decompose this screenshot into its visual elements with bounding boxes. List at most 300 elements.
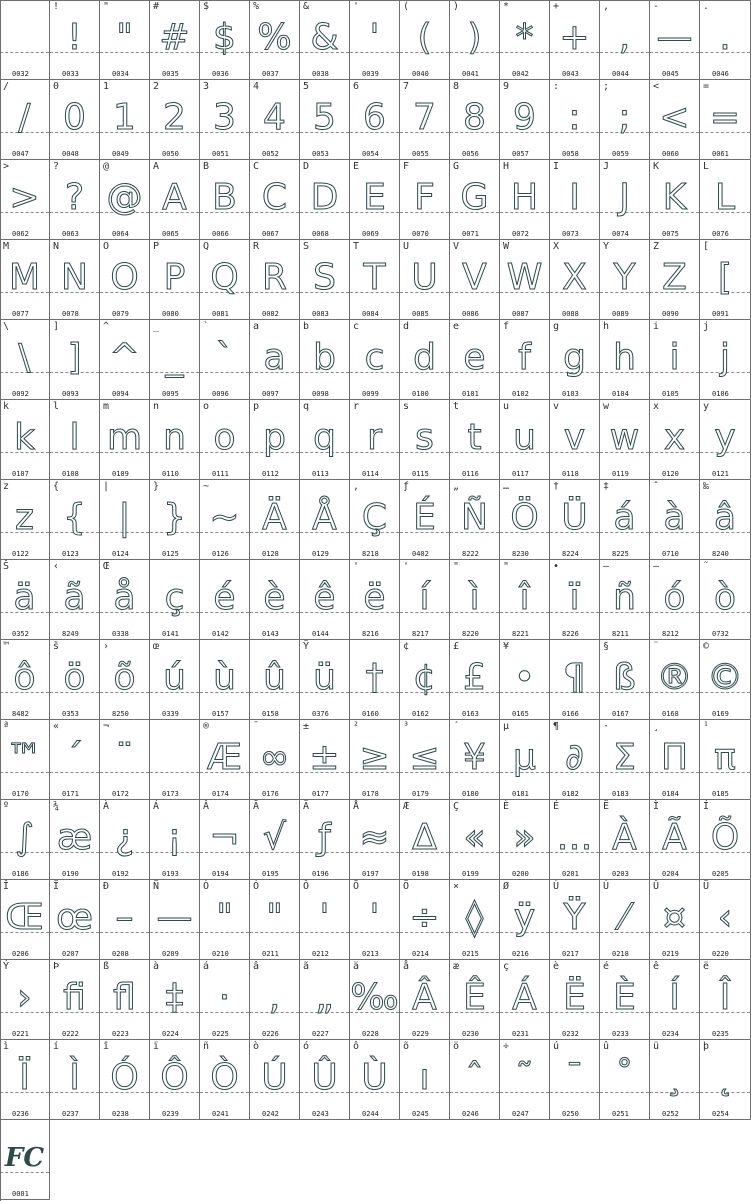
glyph-sample: Ë — [563, 977, 586, 1018]
glyph-code: 0352 — [12, 630, 29, 638]
glyph-code: 0169 — [712, 710, 729, 718]
glyph-label: é — [603, 961, 610, 972]
glyph-sample: ] — [67, 337, 82, 378]
glyph-code: 0213 — [362, 950, 379, 958]
glyph-label: } — [153, 481, 160, 492]
glyph-cell — [500, 1040, 550, 1120]
glyph-sample: b — [313, 337, 336, 378]
glyph-sample: u — [513, 417, 536, 458]
glyph-label: ã — [303, 961, 310, 972]
glyph-label: È — [503, 801, 510, 812]
glyph-code: 0192 — [112, 870, 129, 878]
glyph-label: ç — [503, 961, 510, 972]
glyph-label: ü — [653, 1041, 660, 1052]
glyph-code: 0061 — [712, 150, 729, 158]
glyph-sample — [150, 736, 199, 780]
glyph-sample: F — [414, 177, 435, 218]
glyph-label: ë — [703, 961, 710, 972]
glyph-code: 0209 — [162, 950, 179, 958]
glyph-cell — [0, 640, 50, 720]
glyph-cell — [450, 560, 500, 640]
glyph-cell — [400, 1040, 450, 1120]
glyph-sample: @ — [106, 177, 143, 218]
glyph-sample: Ö — [510, 497, 539, 538]
glyph-code: 0181 — [512, 790, 529, 798]
glyph-cell — [50, 560, 100, 640]
glyph-label: Í — [703, 801, 710, 812]
glyph-cell — [400, 160, 450, 240]
glyph-label: ~ — [203, 481, 210, 492]
glyph-cell — [500, 240, 550, 320]
glyph-sample: ∞ — [259, 737, 290, 778]
glyph-label: š — [53, 641, 60, 652]
glyph-sample: $ — [213, 17, 236, 58]
glyph-sample: 4 — [263, 97, 286, 138]
glyph-code: 8218 — [362, 550, 379, 558]
glyph-cell — [200, 720, 250, 800]
glyph-sample: ≥ — [359, 737, 390, 778]
glyph-label: Ô — [303, 881, 310, 892]
glyph-label: « — [53, 721, 60, 732]
glyph-sample: Å — [312, 497, 337, 538]
glyph-cell — [500, 0, 550, 80]
glyph-label: Q — [203, 241, 210, 252]
glyph-code: 0235 — [712, 1030, 729, 1038]
glyph-code: 0100 — [412, 390, 429, 398]
glyph-sample: = — [709, 97, 741, 138]
glyph-cell — [500, 880, 550, 960]
glyph-label: $ — [203, 1, 210, 12]
glyph-cell — [550, 320, 600, 400]
glyph-code: 0079 — [112, 310, 129, 318]
glyph-code: 0099 — [362, 390, 379, 398]
glyph-sample: U — [411, 257, 438, 298]
glyph-sample: K — [662, 177, 687, 218]
glyph-cell — [550, 880, 600, 960]
glyph-cell — [700, 560, 751, 640]
glyph-code: 0167 — [612, 710, 629, 718]
glyph-cell — [500, 640, 550, 720]
glyph-code: 0063 — [62, 230, 79, 238]
glyph-label: E — [353, 161, 360, 172]
glyph-label: Ò — [203, 881, 210, 892]
glyph-code: 0045 — [662, 70, 679, 78]
glyph-cell — [250, 480, 300, 560]
glyph-label: ÷ — [503, 1041, 510, 1052]
glyph-label: Õ — [353, 881, 360, 892]
glyph-cell — [0, 880, 50, 960]
glyph-sample: – — [115, 897, 134, 938]
glyph-cell — [700, 960, 751, 1040]
glyph-sample: Ã — [662, 817, 687, 858]
glyph-label: ¸ — [653, 721, 660, 732]
glyph-cell — [50, 0, 100, 80]
glyph-cell — [600, 800, 650, 880]
glyph-label: ' — [403, 561, 410, 572]
glyph-sample: ⁄ — [621, 897, 628, 938]
glyph-sample: % — [257, 17, 292, 58]
glyph-code: 8211 — [612, 630, 629, 638]
glyph-label: W — [503, 241, 510, 252]
glyph-code: 0046 — [712, 70, 729, 78]
glyph-cell — [450, 720, 500, 800]
glyph-sample: « — [463, 817, 486, 858]
glyph-cell — [250, 640, 300, 720]
glyph-label: 2 — [153, 81, 160, 92]
glyph-code: 0237 — [62, 1110, 79, 1118]
glyph-cell — [600, 720, 650, 800]
glyph-code: 0067 — [262, 230, 279, 238]
glyph-label: ¾ — [53, 801, 60, 812]
glyph-cell — [700, 880, 751, 960]
glyph-code: 0211 — [262, 950, 279, 958]
glyph-sample: B — [212, 177, 237, 218]
glyph-code: 0196 — [312, 870, 329, 878]
glyph-cell — [200, 880, 250, 960]
glyph-sample: Œ — [5, 897, 44, 938]
glyph-cell — [150, 1040, 200, 1120]
glyph-cell — [700, 320, 751, 400]
glyph-sample: 5 — [313, 97, 336, 138]
glyph-label: I — [553, 161, 560, 172]
glyph-label: V — [453, 241, 460, 252]
glyph-code: 0353 — [62, 710, 79, 718]
glyph-sample: t — [467, 417, 482, 458]
glyph-cell — [0, 560, 50, 640]
glyph-cell — [700, 80, 751, 160]
glyph-label: o — [203, 401, 210, 412]
glyph-code: 0056 — [462, 150, 479, 158]
glyph-label: s — [403, 401, 410, 412]
glyph-code: 0040 — [412, 70, 429, 78]
glyph-code: 0223 — [112, 1030, 129, 1038]
glyph-code: 0076 — [712, 230, 729, 238]
glyph-code: 0212 — [312, 950, 329, 958]
glyph-sample: ô — [13, 657, 36, 698]
glyph-sample: x — [663, 417, 686, 458]
glyph-cell — [550, 0, 600, 80]
glyph-cell — [200, 800, 250, 880]
glyph-label: m — [103, 401, 110, 412]
glyph-label: - — [653, 1, 660, 12]
glyph-sample: Ù — [361, 1057, 388, 1098]
glyph-sample: Û — [311, 1057, 338, 1098]
glyph-code: 0114 — [362, 470, 379, 478]
glyph-code: 0338 — [112, 630, 129, 638]
glyph-cell — [550, 240, 600, 320]
glyph-code: 0052 — [262, 150, 279, 158]
glyph-code: 0037 — [262, 70, 279, 78]
glyph-label: A — [153, 161, 160, 172]
glyph-label: þ — [703, 1041, 710, 1052]
glyph-cell — [150, 880, 200, 960]
glyph-cell — [600, 160, 650, 240]
glyph-cell — [150, 0, 200, 80]
glyph-label: á — [203, 961, 210, 972]
glyph-label: 9 — [503, 81, 510, 92]
glyph-cell — [550, 80, 600, 160]
glyph-sample: ® — [656, 657, 693, 698]
glyph-sample: H — [510, 177, 539, 218]
glyph-label: Ì — [653, 801, 660, 812]
glyph-label: „ — [453, 481, 460, 492]
glyph-sample: Á — [512, 977, 537, 1018]
glyph-code: 0193 — [162, 870, 179, 878]
glyph-code: 0339 — [162, 710, 179, 718]
glyph-label: ¹ — [703, 721, 710, 732]
glyph-code: 0116 — [462, 470, 479, 478]
glyph-cell — [0, 960, 50, 1040]
glyph-sample: ~ — [209, 497, 240, 538]
glyph-code: 8250 — [112, 710, 129, 718]
glyph-cell — [100, 480, 150, 560]
glyph-sample: ∫ — [15, 817, 34, 858]
glyph-code: 0254 — [712, 1110, 729, 1118]
glyph-code: 0094 — [112, 390, 129, 398]
glyph-code: 0071 — [462, 230, 479, 238]
glyph-code: 0089 — [612, 310, 629, 318]
glyph-label: î — [103, 1041, 110, 1052]
glyph-code: 0042 — [512, 70, 529, 78]
glyph-sample: n — [163, 417, 186, 458]
glyph-cell — [600, 960, 650, 1040]
glyph-label: ¥ — [503, 641, 510, 652]
glyph-label: S — [303, 241, 310, 252]
glyph-cell — [150, 560, 200, 640]
glyph-label: % — [253, 1, 260, 12]
glyph-sample: — — [656, 17, 693, 58]
glyph-cell — [300, 560, 350, 640]
glyph-sample: È — [613, 977, 636, 1018]
glyph-code: 0732 — [712, 630, 729, 638]
glyph-sample: á — [613, 497, 636, 538]
glyph-code: 0120 — [662, 470, 679, 478]
glyph-label: × — [453, 881, 460, 892]
glyph-label: 1 — [103, 81, 110, 92]
glyph-sample: ü — [313, 657, 336, 698]
glyph-label: & — [303, 1, 310, 12]
glyph-label: Ó — [253, 881, 260, 892]
glyph-code: 0215 — [462, 950, 479, 958]
glyph-sample: c — [364, 337, 385, 378]
glyph-label: ' — [353, 561, 360, 572]
glyph-label: ® — [203, 721, 210, 732]
glyph-label: i — [653, 321, 660, 332]
glyph-sample: å — [113, 577, 136, 618]
glyph-cell — [200, 960, 250, 1040]
glyph-label: B — [203, 161, 210, 172]
glyph-label: ` — [203, 321, 210, 332]
glyph-label: ' — [353, 1, 360, 12]
glyph-label: ± — [303, 721, 310, 732]
glyph-code: 0117 — [512, 470, 529, 478]
glyph-cell — [600, 240, 650, 320]
glyph-code: 0098 — [312, 390, 329, 398]
glyph-code: 0082 — [262, 310, 279, 318]
glyph-sample: C — [261, 177, 288, 218]
glyph-label: À — [103, 801, 110, 812]
glyph-label: : — [553, 81, 560, 92]
glyph-code: 0168 — [662, 710, 679, 718]
glyph-cell — [150, 160, 200, 240]
glyph-code: 0096 — [212, 390, 229, 398]
glyph-sample: ˆ — [465, 1057, 484, 1098]
glyph-cell — [150, 720, 200, 800]
glyph-sample: ‹ — [717, 897, 733, 938]
glyph-cell — [0, 320, 50, 400]
glyph-label: D — [303, 161, 310, 172]
glyph-label: X — [553, 241, 560, 252]
glyph-label: ö — [453, 1041, 460, 1052]
glyph-code: 0201 — [562, 870, 579, 878]
glyph-cell — [0, 720, 50, 800]
glyph-code: 0050 — [162, 150, 179, 158]
glyph-sample: Ú — [261, 1057, 288, 1098]
glyph-label: Y — [603, 241, 610, 252]
glyph-label: ò — [253, 1041, 260, 1052]
glyph-cell — [0, 400, 50, 480]
glyph-sample: ñ — [613, 577, 636, 618]
glyph-label: 6 — [353, 81, 360, 92]
glyph-cell — [650, 0, 700, 80]
glyph-label: ™ — [3, 641, 10, 652]
glyph-label: ƒ — [403, 481, 410, 492]
glyph-sample: ¨ — [115, 737, 134, 778]
glyph-sample: Ü — [561, 497, 588, 538]
glyph-code: 0123 — [62, 550, 79, 558]
glyph-code: 0186 — [12, 870, 29, 878]
glyph-label: Š — [3, 561, 10, 572]
glyph-cell — [400, 0, 450, 80]
glyph-cell — [650, 480, 700, 560]
glyph-label: Ä — [303, 801, 310, 812]
glyph-label: N — [53, 241, 60, 252]
glyph-code: 0207 — [62, 950, 79, 958]
glyph-cell — [350, 960, 400, 1040]
glyph-label: Ÿ — [303, 641, 310, 652]
glyph-code: 8221 — [512, 630, 529, 638]
glyph-code: 0119 — [612, 470, 629, 478]
glyph-sample: 9 — [513, 97, 536, 138]
glyph-sample: q — [313, 417, 336, 458]
glyph-code: 0197 — [362, 870, 379, 878]
glyph-code: 8240 — [712, 550, 729, 558]
glyph-cell — [650, 880, 700, 960]
glyph-cell — [350, 400, 400, 480]
glyph-code: 0095 — [162, 390, 179, 398]
glyph-sample: < — [659, 97, 690, 138]
glyph-sample: Â — [412, 977, 437, 1018]
glyph-cell — [450, 400, 500, 480]
glyph-code: 0176 — [262, 790, 279, 798]
glyph-cell — [50, 720, 100, 800]
glyph-cell — [400, 800, 450, 880]
glyph-sample: Q — [210, 257, 239, 298]
glyph-code: 0208 — [112, 950, 129, 958]
glyph-sample: Z — [662, 257, 687, 298]
glyph-sample: s — [415, 417, 434, 458]
glyph-sample: L — [714, 177, 736, 218]
glyph-cell — [350, 240, 400, 320]
glyph-code: 0225 — [212, 1030, 229, 1038]
glyph-cell — [300, 960, 350, 1040]
glyph-label: ê — [653, 961, 660, 972]
glyph-cell — [350, 640, 400, 720]
glyph-code: 0243 — [312, 1110, 329, 1118]
glyph-cell — [50, 640, 100, 720]
glyph-code: 0086 — [462, 310, 479, 318]
glyph-cell — [100, 80, 150, 160]
glyph-cell — [450, 0, 500, 80]
glyph-code: 0044 — [612, 70, 629, 78]
glyph-sample: Σ — [613, 737, 636, 778]
glyph-label: w — [603, 401, 610, 412]
glyph-cell — [300, 400, 350, 480]
glyph-label: Á — [153, 801, 160, 812]
glyph-label: Ù — [553, 881, 560, 892]
glyph-cell — [450, 160, 500, 240]
glyph-label: Å — [353, 801, 360, 812]
glyph-cell — [450, 960, 500, 1040]
glyph-cell — [50, 1040, 100, 1120]
glyph-code: 0227 — [312, 1030, 329, 1038]
glyph-code: 0226 — [262, 1030, 279, 1038]
glyph-cell — [650, 960, 700, 1040]
glyph-label: e — [453, 321, 460, 332]
glyph-label: è — [553, 961, 560, 972]
glyph-code: 0245 — [412, 1110, 429, 1118]
glyph-sample: ∆ — [412, 817, 437, 858]
glyph-code: 0102 — [512, 390, 529, 398]
glyph-label: Ý — [3, 961, 10, 972]
glyph-code: 0178 — [362, 790, 379, 798]
glyph-cell — [100, 160, 150, 240]
glyph-code: 0220 — [712, 950, 729, 958]
glyph-sample: Æ — [206, 737, 243, 778]
glyph-label: y — [703, 401, 710, 412]
glyph-sample: ≈ — [359, 817, 390, 858]
glyph-sample: Õ — [710, 817, 740, 858]
glyph-code: 0074 — [612, 230, 629, 238]
glyph-cell — [350, 800, 400, 880]
glyph-label: n — [153, 401, 160, 412]
glyph-label: _ — [153, 321, 160, 332]
glyph-code: 0126 — [212, 550, 229, 558]
glyph-code: 8225 — [612, 550, 629, 558]
glyph-cell — [150, 80, 200, 160]
glyph-code: 8220 — [462, 630, 479, 638]
glyph-cell — [500, 560, 550, 640]
glyph-cell — [300, 240, 350, 320]
glyph-cell — [300, 80, 350, 160]
glyph-code: 0179 — [412, 790, 429, 798]
glyph-label: à — [153, 961, 160, 972]
glyph-cell — [50, 800, 100, 880]
glyph-cell — [300, 480, 350, 560]
glyph-sample: d — [413, 337, 436, 378]
glyph-sample: " — [116, 17, 133, 58]
glyph-cell — [550, 640, 600, 720]
glyph-cell — [550, 1040, 600, 1120]
glyph-cell — [50, 480, 100, 560]
glyph-code: 0183 — [612, 790, 629, 798]
glyph-code: 0036 — [212, 70, 229, 78]
glyph-sample: _ — [165, 337, 184, 378]
glyph-code: 0097 — [262, 390, 279, 398]
glyph-sample: ﬂ — [113, 977, 136, 1018]
glyph-sample: ± — [309, 737, 340, 778]
glyph-label: ‰ — [703, 481, 710, 492]
